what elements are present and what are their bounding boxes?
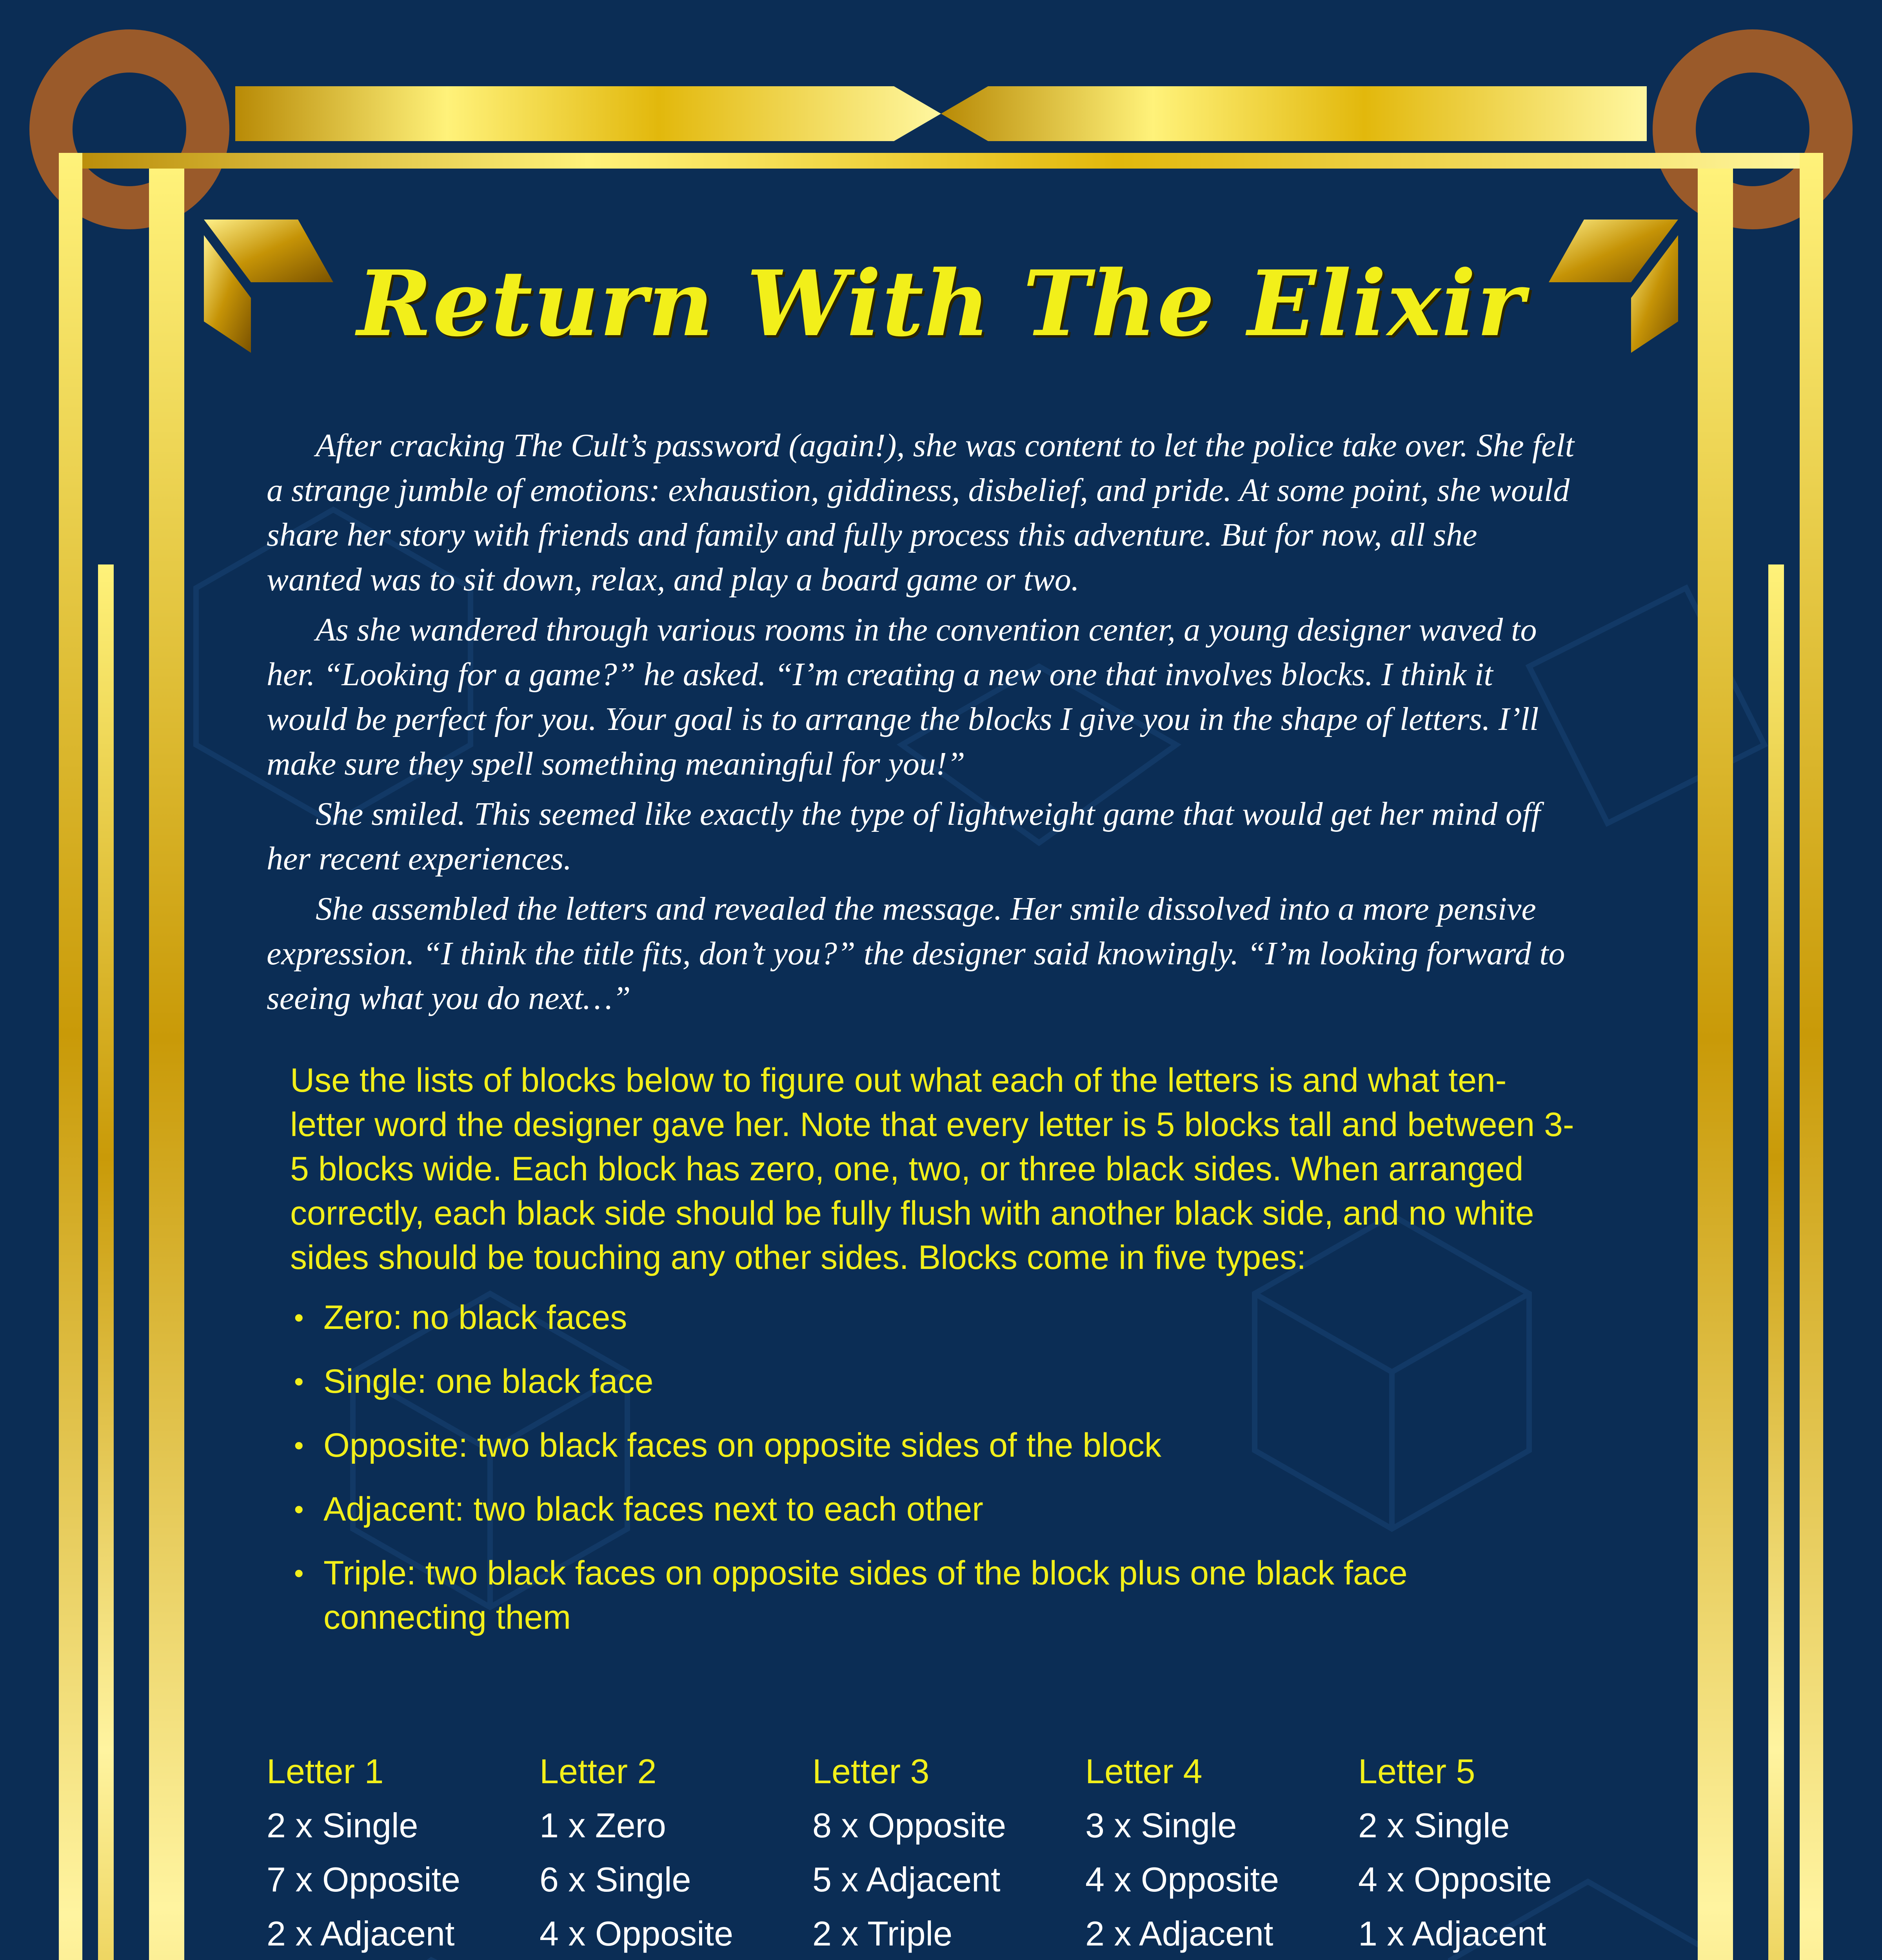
letter-block-count: 2 x Adjacent [267, 1914, 455, 1953]
block-type-list [290, 1296, 1576, 1640]
block-type-label: Zero: no black faces [323, 1299, 627, 1336]
letter-block-count: 3 x Single [1085, 1806, 1237, 1845]
letter-block-count: 2 x Triple [812, 1914, 953, 1953]
letter-heading: Letter 3 [812, 1752, 930, 1791]
bullet-icon: • [294, 1302, 304, 1333]
story-paragraph: After cracking The Cult’s password (again!), she was content to let the police take over. She felt a strange jumble of emotions: exhaustion, giddiness, disbelief, and pride. At some point, she would share her story with friends and family and fully process this adventure. But for now, all she wanted was to sit down, relax, and play a board game or two. [267, 427, 1575, 598]
letter-heading: Letter 4 [1085, 1752, 1203, 1791]
letter-column [1085, 1744, 1358, 1960]
letter-block-count: 6 x Single [540, 1860, 691, 1899]
letter-block-count: 2 x Single [1358, 1806, 1510, 1845]
letter-block-count: 4 x Opposite [1358, 1860, 1552, 1899]
list-item [290, 1359, 1576, 1404]
block-type-label: Single: one black face [323, 1363, 654, 1400]
block-type-label: Opposite: two black faces on opposite sides of the block [323, 1426, 1161, 1464]
letter-block-count: 4 x Opposite [1085, 1860, 1279, 1899]
bullet-icon: • [294, 1494, 304, 1524]
letter-heading: Letter 5 [1358, 1752, 1475, 1791]
letter-block-count: 8 x Opposite [812, 1806, 1006, 1845]
letter-heading: Letter 1 [267, 1752, 384, 1791]
bullet-icon: • [294, 1430, 304, 1461]
letter-block-count: 1 x Adjacent [1358, 1914, 1546, 1953]
list-item [290, 1487, 1576, 1532]
letter-block-count: 7 x Opposite [267, 1860, 461, 1899]
story-paragraph: She assembled the letters and revealed the message. Her smile dissolved into a more pensive expression. “I think the title fits, don’t you?” the designer said knowingly. “I’m looking forward to seeing what you do next…” [267, 891, 1565, 1016]
letter-column [812, 1744, 1085, 1960]
right-bars [1698, 153, 1823, 1960]
bullet-icon: • [294, 1366, 304, 1397]
letter-heading: Letter 2 [540, 1752, 657, 1791]
letter-block-count: 4 x Opposite [540, 1914, 734, 1953]
block-type-label: Adjacent: two black faces next to each other [323, 1490, 983, 1528]
letter-column [540, 1744, 812, 1960]
instructions-text: Use the lists of blocks below to figure out what each of the letters is and what ten-letter word the designer gave her. Note that every letter is 5 blocks tall and between 3-5 blocks wide. Each block has zero, one, two, or three black sides. When arranged correctly, each black side should be fully flush with another black side, and no white sides should be touching any other sides. Blocks come in five types: [290, 1062, 1574, 1276]
content-area [259, 0, 1623, 1960]
list-item [290, 1423, 1576, 1468]
letter-block-count: 5 x Adjacent [812, 1860, 1001, 1899]
letter-block-count: 1 x Zero [540, 1806, 666, 1845]
block-type-label: Triple: two black faces on opposite sides of the block plus one black face connecting them [323, 1554, 1408, 1636]
story-paragraph: As she wandered through various rooms in the convention center, a young designer waved to her. “Looking for a game?” he asked. “I’m creating a new one that involves blocks. I think it would be perfect for you. Your goal is to arrange the blocks I give you in the shape of letters. I’ll make sure they spell something meaningful for you!” [267, 612, 1539, 782]
story-paragraph: She smiled. This seemed like exactly the type of lightweight game that would get her mind off her recent experiences. [267, 796, 1540, 877]
list-item [290, 1551, 1576, 1640]
letter-block-count: 2 x Single [267, 1806, 418, 1845]
left-bars [59, 153, 184, 1960]
puzzle-instructions [290, 1058, 1576, 1659]
letter-block-count: 2 x Adjacent [1085, 1914, 1273, 1953]
list-item [290, 1296, 1576, 1340]
bullet-icon: • [294, 1558, 304, 1588]
page-title: Return With The Elixir [357, 251, 1525, 357]
story-text [267, 423, 1576, 1026]
letter-column [267, 1744, 540, 1960]
letter-column [1358, 1744, 1631, 1960]
letters-row-1 [267, 1744, 1631, 1960]
